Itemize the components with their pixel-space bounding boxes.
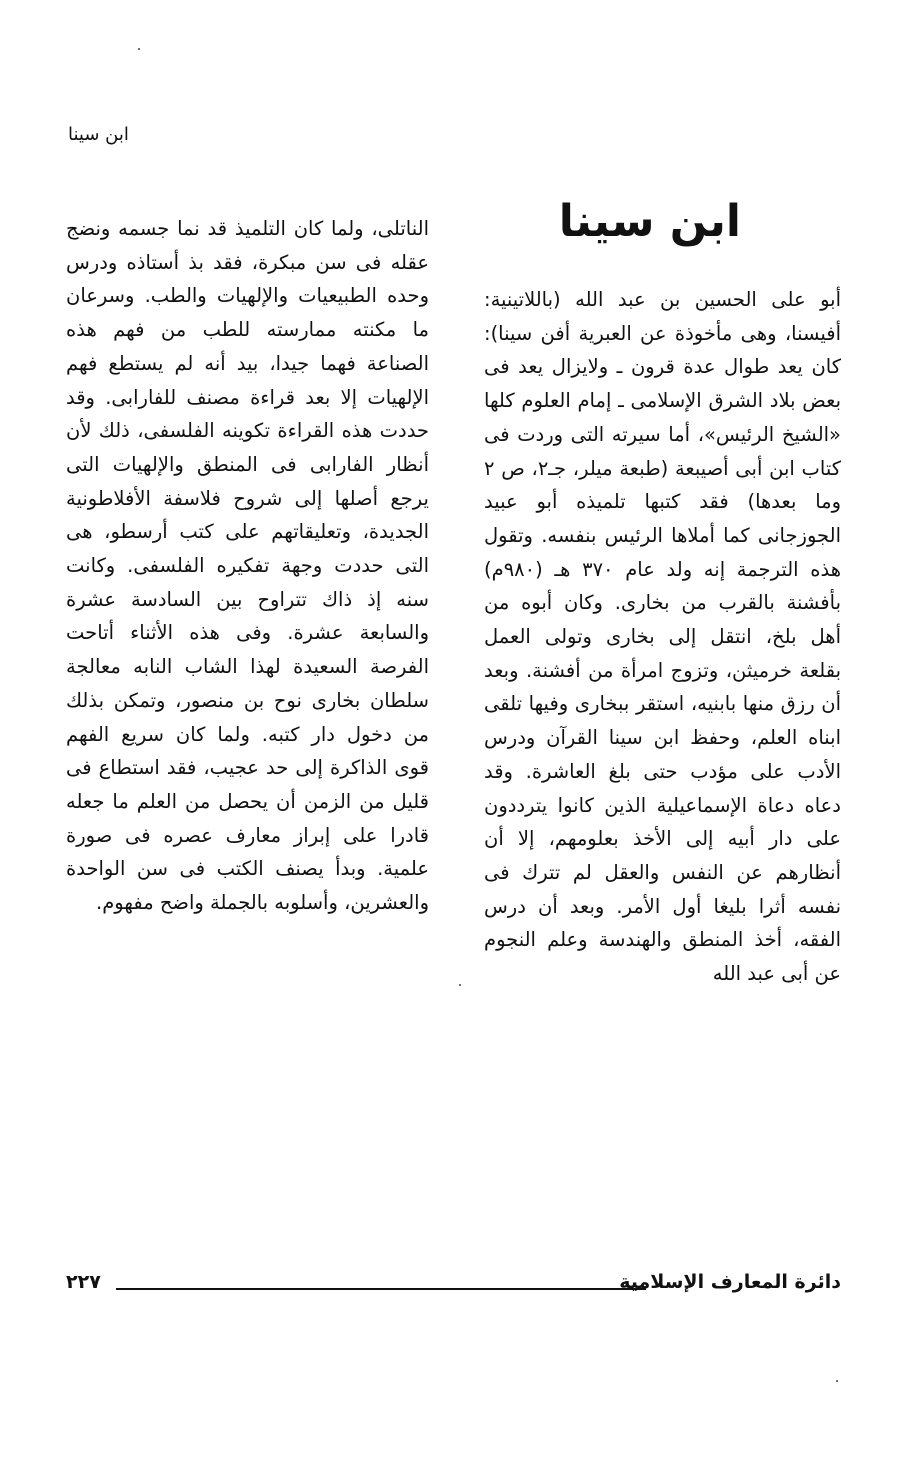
left-column	[66, 212, 429, 920]
article-title: ابن سينا	[558, 196, 741, 247]
page-footer	[66, 1271, 841, 1301]
footer-rule	[116, 1288, 646, 1290]
right-column-text: أبو على الحسين بن عبد الله (باللاتينية: أفيسنا، وهى مأخوذة عن العبرية أفن سينا): كان يعد طوال عدة قرون ـ ولايزال يعد فى بعض بلاد الشرق الإسلامى ـ إمام العلوم كلها «الشيخ الرئيس»، أما سيرته التى وردت فى كتاب ابن أبى أصيبعة (طبعة ميلر، جـ٢، ص ٢ وما بعدها) فقد كتبها تلميذه أبو عبيد الجوزجانى كما أملاها الرئيس بنفسه. وتقول هذه الترجمة إنه ولد عام ٣٧٠ هـ (٩٨٠م) بأفشنة بالقرب من بخارى. وكان أبوه من أهل بلخ، انتقل إلى بخارى وتولى العمل بقلعة خرميثن، وتزوج امرأة من أفشنة. وبعد أن رزق منها بابنيه، استقر ببخارى وفيها تلقى ابناه العلم، وحفظ ابن سينا القرآن ودرس الأدب على مؤدب حتى بلغ العاشرة. وقد دعاه دعاة الإسماعيلية الذين كانوا يترددون على دار أبيه إلى الأخذ بعلومهم، إلا أن أنظارهم عن النفس والعقل لم تترك فى نفسه أثرا بليغا أول الأمر. وبعد أن درس الفقه، أخذ المنطق والهندسة وعلم النجوم عن أبى عبد الله	[484, 288, 841, 986]
scan-speck	[836, 1380, 838, 1382]
right-column	[484, 283, 841, 991]
page-number: ٢٢٧	[66, 1271, 101, 1293]
footer-publication-title: دائرة المعارف الإسلامية	[619, 1271, 841, 1293]
scan-speck	[459, 984, 461, 986]
scan-speck	[138, 48, 140, 50]
left-column-text: الناتلى، ولما كان التلميذ قد نما جسمه ونضج عقله فى سن مبكرة، فقد بذ أستاذه ودرس وحده الطبيعيات والإلهيات والطب. وسرعان ما مكنته ممارسته للطب من فهم هذه الصناعة فهما جيدا، بيد أنه لم يستطع فهم الإلهيات إلا بعد قراءة مصنف للفارابى. وقد حددت هذه القراءة تكوينه الفلسفى، ذلك لأن أنظار الفارابى فى المنطق والإلهيات التى يرجع أصلها إلى شروح فلاسفة الأفلاطونية الجديدة، وتعليقاتهم على كتب أرسطو، هى التى حددت وجهة تفكيره الفلسفى. وكانت سنه إذ ذاك تتراوح بين السادسة عشرة والسابعة عشرة. وفى هذه الأثناء أتاحت الفرصة السعيدة لهذا الشاب النابه معالجة سلطان بخارى نوح بن منصور، وتمكن بذلك من دخول دار كتبه. ولما كان سريع الفهم قوى الذاكرة إلى حد عجيب، فقد استطاع فى قليل من الزمن أن يحصل من العلم ما جعله قادرا على إبراز معارف عصره فى صورة علمية. وبدأ يصنف الكتب فى سن الواحدة والعشرين، وأسلوبه بالجملة واضح مفهوم.	[66, 217, 429, 915]
running-head: ابن سينا	[68, 124, 129, 145]
